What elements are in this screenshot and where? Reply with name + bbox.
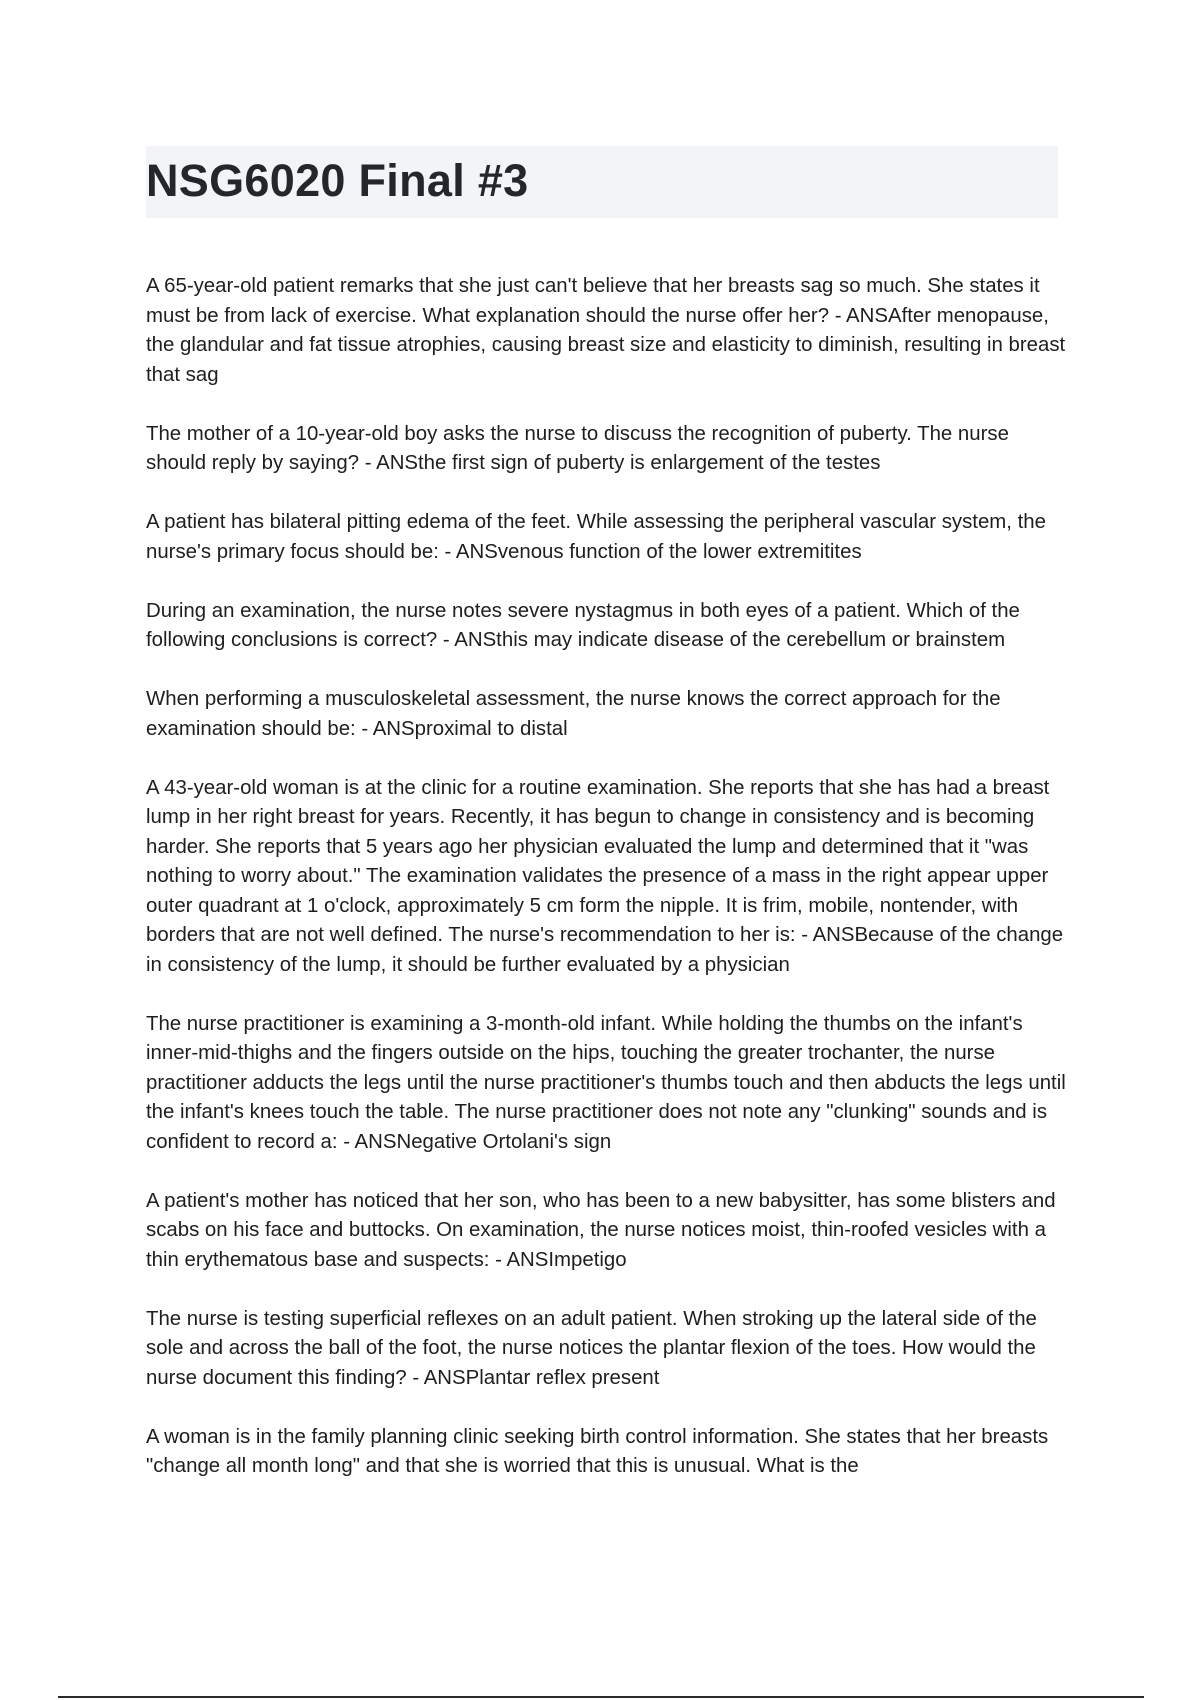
page-title: NSG6020 Final #3 bbox=[146, 155, 529, 206]
page-bottom-rule bbox=[58, 1696, 1144, 1698]
question-answer-4: During an examination, the nurse notes severe nystagmus in both eyes of a patient. Which of the following conclusions is correct? - ANSthis may indicate disease of the cerebellum or brainstem bbox=[146, 599, 1020, 651]
question-answer-2: The mother of a 10-year-old boy asks the nurse to discuss the recognition of puberty. The nurse should reply by saying? - ANSthe first sign of puberty is enlargement of the testes bbox=[146, 422, 1009, 474]
question-answer-5: When performing a musculoskeletal assessment, the nurse knows the correct approach for the examination should be: - ANSproximal to distal bbox=[146, 688, 1001, 740]
title-banner bbox=[146, 146, 1058, 218]
question-answer-7: The nurse practitioner is examining a 3-month-old infant. While holding the thumbs on the infant's inner-mid-thighs and the fingers outside on the hips, touching the greater trochanter, the nurse practitioner adducts the legs until the nurse practitioner's thumbs touch and then abducts the legs until the infant's knees touch the table. The nurse practitioner does not note any "clunking" sounds and is confident to record a: - ANSNegative Ortolani's sign bbox=[146, 1012, 1066, 1153]
question-answer-6: A 43-year-old woman is at the clinic for a routine examination. She reports that she has had a breast lump in her right breast for years. Recently, it has begun to change in consistency and is becoming harder. She reports that 5 years ago her physician evaluated the lump and determined that it "was nothing to worry about." The examination validates the presence of a mass in the right appear upper outer quadrant at 1 o'clock, approximately 5 cm form the nipple. It is frim, mobile, nontender, with borders that are not well defined. The nurse's recommendation to her is: - ANSBecause of the change in consistency of the lump, it should be further evaluated by a physician bbox=[146, 776, 1064, 976]
question-answer-1: A 65-year-old patient remarks that she just can't believe that her breasts sag so much. She states it must be from lack of exercise. What explanation should the nurse offer her? - ANSAfter menopause, the glandular and fat tissue atrophies, causing breast size and elasticity to diminish, resulting in breast that sag bbox=[146, 275, 1066, 386]
question-answer-8: A patient's mother has noticed that her son, who has been to a new babysitter, has some blisters and scabs on his face and buttocks. On examination, the nurse notices moist, thin-roofed vesicles with a thin erythematous base and suspects: - ANSImpetigo bbox=[146, 1189, 1056, 1271]
question-answer-3: A patient has bilateral pitting edema of the feet. While assessing the peripheral vascular system, the nurse's primary focus should be: - ANSvenous function of the lower extremitites bbox=[146, 511, 1046, 563]
question-answer-10: A woman is in the family planning clinic seeking birth control information. She states that her breasts "change all month long" and that she is worried that this is unusual. What is the bbox=[146, 1425, 1049, 1477]
question-answer-9: The nurse is testing superficial reflexes on an adult patient. When stroking up the lateral side of the sole and across the ball of the foot, the nurse notices the plantar flexion of the toes. How would the nurse document this finding? - ANSPlantar reflex present bbox=[146, 1307, 1037, 1389]
question-list bbox=[146, 272, 1066, 1511]
